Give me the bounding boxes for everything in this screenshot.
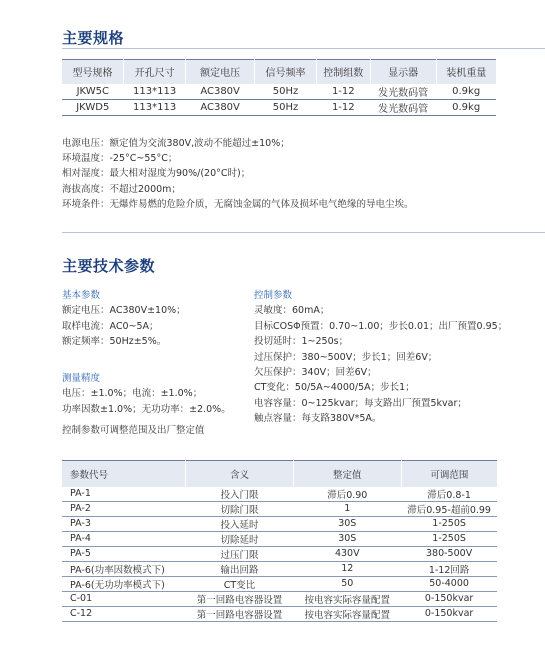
table-cell: PA-6(无功功率模式下) bbox=[70, 579, 165, 591]
table-cell: AC380V bbox=[200, 102, 240, 113]
control-params-heading: 控制参数 bbox=[254, 290, 293, 301]
table-cell: 0-150kvar bbox=[424, 608, 474, 619]
param-line: 触点容量：每支路380V*5A。 bbox=[254, 413, 382, 425]
table-cell: 12 bbox=[341, 563, 354, 574]
table-cell: 按电容实际容量配置 bbox=[304, 594, 391, 606]
spec-header-cell: 额定电压 bbox=[186, 60, 255, 84]
control-params-block bbox=[254, 288, 507, 427]
table-cell: AC380V bbox=[200, 85, 240, 97]
section-divider bbox=[62, 232, 545, 233]
environment-conditions bbox=[62, 136, 414, 212]
table-cell: CT变比 bbox=[223, 579, 256, 591]
param-line: 电容容量：0~125kvar；每支路出厂预置5kvar； bbox=[254, 397, 467, 409]
table-cell: 30S bbox=[338, 518, 357, 529]
table-cell: 切除延时 bbox=[220, 534, 259, 546]
table-cell: 113*113 bbox=[133, 85, 177, 97]
table-cell: 发光数码管 bbox=[378, 87, 429, 99]
param-line: 取样电流：AC0~5A； bbox=[62, 320, 159, 332]
table-cell: 切除门限 bbox=[220, 504, 259, 516]
table-cell: 输出回路 bbox=[220, 564, 259, 576]
table-cell: 50 bbox=[341, 578, 354, 589]
param-header-cell: 整定值 bbox=[293, 461, 401, 487]
table-cell: 430V bbox=[334, 548, 360, 559]
param-table-caption: 控制参数可调整范围及出厂整定值 bbox=[62, 425, 205, 436]
spec-title-divider bbox=[62, 48, 545, 49]
table-cell: 1-250S bbox=[432, 533, 466, 544]
table-cell: 投入延时 bbox=[220, 519, 259, 531]
condition-line: 环境温度：-25°C~55°C； bbox=[62, 153, 178, 165]
table-cell: 0.9kg bbox=[452, 102, 481, 113]
param-line: 目标COSΦ预置：0.70~1.00；步长0.01；出厂预置0.95； bbox=[254, 320, 508, 332]
table-cell: 1-12 bbox=[331, 85, 355, 97]
table-cell: 滞后0.95-超前0.99 bbox=[407, 504, 491, 516]
param-line: 灵敏度：60mA； bbox=[254, 305, 330, 317]
condition-line: 环境条件：无爆炸易燃的危险介质，无腐蚀金属的气体及损坏电气绝缘的导电尘埃。 bbox=[62, 198, 414, 210]
table-cell: C-01 bbox=[70, 593, 93, 604]
table-cell: 滞后0.90 bbox=[327, 489, 368, 501]
spec-header-cell: 信号频率 bbox=[255, 60, 317, 84]
condition-line: 电源电压：额定值为交流380V,波动不能超过±10%； bbox=[62, 138, 290, 149]
param-header-cell: 含义 bbox=[186, 461, 294, 487]
table-row bbox=[62, 100, 496, 116]
param-table-header bbox=[62, 461, 497, 487]
table-cell: 380-500V bbox=[426, 548, 473, 559]
table-cell: 按电容实际容量配置 bbox=[304, 609, 391, 621]
condition-line: 海拔高度：不超过2000m； bbox=[62, 183, 181, 195]
table-cell: 第一回路电容器设置 bbox=[196, 594, 283, 606]
table-row bbox=[62, 501, 497, 516]
table-cell: 0-150kvar bbox=[424, 593, 474, 604]
table-cell: 过压门限 bbox=[220, 549, 259, 561]
table-cell: 滞后0.8-1 bbox=[427, 489, 471, 501]
accuracy-heading: 测量精度 bbox=[62, 373, 101, 384]
accuracy-block bbox=[62, 371, 231, 417]
table-cell: 1 bbox=[344, 503, 351, 514]
spec-header-cell: 装机重量 bbox=[446, 68, 487, 80]
table-cell: PA-5 bbox=[70, 548, 91, 559]
tech-section-title: 主要技术参数 bbox=[62, 257, 156, 275]
param-line: 功率因数±1.0%；无功功率：±2.0%。 bbox=[62, 403, 231, 415]
param-line: 额定电压：AC380V±10%； bbox=[62, 305, 186, 317]
table-row bbox=[62, 487, 497, 502]
spec-header-cell: 显示器 bbox=[370, 60, 436, 84]
table-row bbox=[62, 516, 497, 531]
table-cell: 50-4000 bbox=[429, 578, 469, 589]
spec-table bbox=[62, 59, 496, 116]
table-cell: C-12 bbox=[70, 608, 93, 619]
param-line: 欠压保护：340V；回差6V； bbox=[254, 367, 377, 379]
condition-line: 相对湿度：最大相对湿度为90%/(20°C时)； bbox=[62, 168, 251, 180]
table-cell: JKW5C bbox=[76, 85, 109, 97]
table-cell: JKWD5 bbox=[76, 102, 110, 113]
table-cell: 发光数码管 bbox=[378, 104, 429, 115]
spec-section-title: 主要规格 bbox=[62, 29, 125, 47]
param-table bbox=[62, 460, 497, 622]
table-cell: PA-6(功率因数模式下) bbox=[70, 564, 165, 576]
table-cell: PA-1 bbox=[70, 488, 91, 499]
table-cell: 1-250S bbox=[432, 518, 466, 529]
table-cell: 30S bbox=[338, 533, 357, 544]
spec-header-cell: 型号规格 bbox=[62, 60, 124, 84]
param-line: 电压：±1.0%；电流：±1.0%； bbox=[62, 388, 203, 400]
basic-params-block bbox=[62, 288, 186, 350]
table-row bbox=[62, 84, 496, 100]
spec-table-header bbox=[62, 60, 496, 84]
table-cell: 50Hz bbox=[272, 102, 299, 113]
table-cell: 1-12回路 bbox=[428, 564, 470, 576]
table-cell: 1-12 bbox=[331, 102, 355, 113]
table-cell: 113*113 bbox=[133, 102, 177, 113]
table-cell: 0.9kg bbox=[452, 85, 481, 97]
table-cell: 50Hz bbox=[272, 85, 299, 97]
table-row bbox=[62, 606, 497, 621]
param-header-cell: 可调范围 bbox=[430, 469, 469, 481]
table-row bbox=[62, 591, 497, 606]
spec-header-cell: 开孔尺寸 bbox=[124, 60, 186, 84]
table-cell: PA-4 bbox=[70, 533, 91, 544]
table-cell: PA-3 bbox=[70, 518, 91, 529]
param-header-cell: 参数代号 bbox=[62, 461, 186, 487]
table-row bbox=[62, 576, 497, 591]
table-cell: 投入门限 bbox=[220, 489, 259, 501]
spec-header-cell: 控制组数 bbox=[317, 60, 370, 84]
table-row bbox=[62, 531, 497, 546]
table-cell: 第一回路电容器设置 bbox=[196, 609, 283, 621]
param-line: 投切延时：1~250s； bbox=[254, 336, 349, 348]
table-row bbox=[62, 546, 497, 561]
param-line: 额定频率：50Hz±5%。 bbox=[62, 336, 167, 348]
param-line: CT变化：50/5A~4000/5A；步长1； bbox=[254, 382, 415, 394]
param-line: 过压保护：380~500V；步长1；回差6V； bbox=[254, 351, 438, 363]
basic-params-heading: 基本参数 bbox=[62, 290, 101, 301]
table-cell: PA-2 bbox=[70, 503, 91, 514]
table-row bbox=[62, 561, 497, 576]
